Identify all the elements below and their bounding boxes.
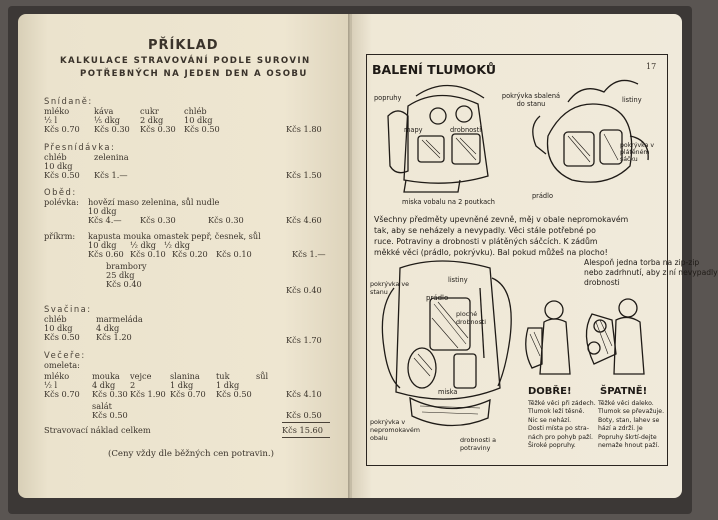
good-list: [528, 400, 596, 450]
price: Kčs 0.10: [130, 249, 166, 259]
right-title: BALENÍ TLUMOKŮ: [372, 62, 497, 77]
label-miska: miska vobalu na 2 poutkach: [402, 198, 495, 206]
label-cover: pokrývka v nepromokavém obalu: [370, 418, 421, 442]
subtotal-potato: Kčs 0.40: [286, 285, 322, 295]
subtotal-soup: Kčs 4.60: [286, 215, 322, 225]
price: Kčs 0.30: [140, 215, 176, 225]
qty: 25 dkg: [106, 270, 135, 280]
left-page: [18, 14, 350, 498]
footnote: (Ceny vždy dle běžných cen potravin.): [108, 449, 275, 459]
label-miska-lower: miska: [438, 388, 458, 396]
item: slanina: [170, 371, 200, 381]
qty: ½ l: [44, 115, 58, 125]
subtotal-svacina: Kčs 1.70: [286, 335, 322, 345]
price: Kčs 1.—: [94, 170, 128, 180]
instructions: [374, 214, 628, 258]
section-obed: Oběd:: [44, 187, 77, 197]
instruction-line: drobnosti: [584, 278, 620, 287]
instruction-line: Alespoň jedna torba na zip-zip: [584, 258, 700, 267]
instruction-line: ruce. Potraviny a drobnosti v plátěných sáčcích. K zádům: [374, 237, 598, 246]
label-pradlo-lower: prádlo: [426, 294, 449, 302]
dish-items: hovězí maso zelenina, sůl nudle: [88, 197, 220, 207]
bad-line: Boty, stan, lahev se: [598, 416, 660, 424]
subtotal-omelette: Kčs 4.10: [286, 389, 322, 399]
sum-rule: [282, 437, 330, 438]
qty: 10 dkg: [88, 206, 117, 216]
dish-label: omeleta:: [44, 360, 80, 370]
instruction-line: tak, aby se neházely a nevypadly. Věci stále potřebné po: [374, 226, 596, 235]
item: tuk: [216, 371, 230, 381]
item: mléko: [44, 371, 70, 381]
price: Kčs 0.50: [92, 410, 128, 420]
price: Kčs 0.70: [44, 389, 80, 399]
subtotal-salad: Kčs 0.50: [286, 410, 322, 420]
label-tent: pokrývka sbalená do stanu: [501, 92, 561, 108]
right-page: [352, 14, 718, 498]
bad-line: Těžké věci daleko.: [598, 400, 654, 407]
item: chléb: [44, 314, 67, 324]
qty: 2 dkg: [140, 115, 164, 125]
item: vejce: [130, 371, 152, 381]
price: Kčs 0.40: [106, 279, 142, 289]
good-line: Široké popruhy.: [528, 442, 576, 450]
subtotal-presnidavka: Kčs 1.50: [286, 170, 322, 180]
page-number: 17: [646, 62, 657, 71]
left-title: PŘÍKLAD: [148, 38, 219, 53]
bad-line: hází a zdrží. Je: [598, 425, 643, 433]
item: chléb: [44, 152, 67, 162]
price: Kčs 0.30: [140, 124, 176, 134]
bad-list: [598, 400, 664, 450]
section-presnidavka: Přesnídávka:: [44, 142, 116, 152]
good-line: Dosti místa po stra-: [528, 425, 589, 433]
dish-label: příkrm:: [44, 231, 76, 241]
subtotal-main: Kčs 1.—: [292, 249, 326, 259]
qty: ½ dkg: [164, 240, 190, 250]
good-line: Tlumok leží těsně.: [528, 408, 585, 416]
label-flat: ploché drobnosti: [456, 310, 487, 326]
qty: 10 dkg: [44, 323, 73, 333]
grand-total: Kčs 15.60: [282, 425, 323, 435]
price: Kčs 0.30: [92, 389, 128, 399]
price: Kčs 0.50: [44, 332, 80, 342]
price: Kčs 0.70: [44, 124, 80, 134]
qty: 1 dkg: [216, 380, 240, 390]
price: Kčs 0.70: [170, 389, 206, 399]
price: Kčs 0.30: [94, 124, 130, 134]
price: Kčs 0.30: [208, 215, 244, 225]
zip-note: [584, 258, 718, 288]
price: Kčs 0.50: [216, 389, 252, 399]
label-listiny: listiny: [622, 96, 642, 104]
item: brambory: [106, 261, 147, 271]
section-vecere: Večeře:: [44, 350, 86, 360]
good-heading: DOBŘE!: [528, 386, 572, 397]
qty: 2: [130, 380, 136, 390]
item: salát: [92, 401, 112, 411]
label-mapy: mapy: [404, 126, 423, 134]
good-line: nách pro pohyb paží.: [528, 433, 593, 441]
left-subtitle-1: KALKULACE STRAVOVÁNÍ PODLE SUROVIN: [60, 56, 311, 66]
item: cukr: [140, 106, 159, 116]
qty: 4 dkg: [96, 323, 120, 333]
price: Kčs 0.60: [88, 249, 124, 259]
good-line: Nic se nehází.: [528, 416, 572, 424]
instruction-line: měkké věci (prádlo, pokrývku). Bal pokud můžeš na plocho!: [374, 248, 608, 257]
qty: 4 dkg: [92, 380, 116, 390]
sum-rule: [282, 422, 330, 423]
label-blanket: pokrývka v plátěném sáčku: [620, 142, 655, 163]
section-snidane: Snídaně:: [44, 96, 93, 106]
hikers-illustration: [520, 294, 664, 380]
qty: 10 dkg: [44, 161, 73, 171]
instruction-line: nebo zadrhnutí, aby z ní nevypadly: [584, 268, 718, 277]
price: Kčs 0.10: [216, 249, 252, 259]
bad-heading: ŠPATNĚ!: [600, 386, 648, 397]
qty: 10 dkg: [184, 115, 213, 125]
bad-line: Tlumok se převažuje.: [598, 408, 665, 416]
label-popruhy: popruhy: [374, 94, 402, 102]
item: mléko: [44, 106, 70, 116]
item: sůl: [256, 371, 269, 381]
good-line: Těžké věci při zádech.: [528, 400, 596, 407]
price: Kčs 4.—: [88, 215, 122, 225]
label-food: drobnosti a potraviny: [460, 436, 497, 452]
left-subtitle-2: POTŘEBNÝCH NA JEDEN DEN A OSOBU: [80, 69, 308, 79]
qty: 1 dkg: [170, 380, 194, 390]
price: Kčs 1.20: [96, 332, 132, 342]
price: Kčs 0.50: [44, 170, 80, 180]
dish-items: kapusta mouka omastek pepř, česnek, sůl: [88, 231, 261, 241]
subtotal-snidane: Kčs 1.80: [286, 124, 322, 134]
instruction-line: Všechny předměty upevněné zevně, měj v obale nepromokavém: [374, 215, 629, 224]
bad-line: nemaže hnout paží.: [598, 442, 660, 450]
section-svacina: Svačina:: [44, 304, 92, 314]
price: Kčs 1.90: [130, 389, 166, 399]
qty: ½ dkg: [130, 240, 156, 250]
item: chléb: [184, 106, 207, 116]
label-drobnosti: drobnosti: [450, 126, 482, 134]
item: marmeláda: [96, 314, 143, 324]
price: Kčs 0.20: [172, 249, 208, 259]
qty: ½ l: [44, 380, 58, 390]
item: káva: [94, 106, 114, 116]
price: Kčs 0.50: [184, 124, 220, 134]
qty: 10 dkg: [88, 240, 117, 250]
label-pradlo: prádlo: [532, 192, 553, 200]
item: mouka: [92, 371, 120, 381]
dish-label: polévka:: [44, 197, 79, 207]
label-blanket-tent: pokrývka ve stanu: [370, 280, 410, 296]
bad-line: Popruhy škrtí-dejte: [598, 433, 657, 441]
label-listiny-lower: listiny: [448, 276, 468, 284]
grand-total-label: Stravovací náklad celkem: [44, 425, 151, 435]
qty: ⅕ dkg: [94, 115, 120, 125]
item: zelenina: [94, 152, 129, 162]
